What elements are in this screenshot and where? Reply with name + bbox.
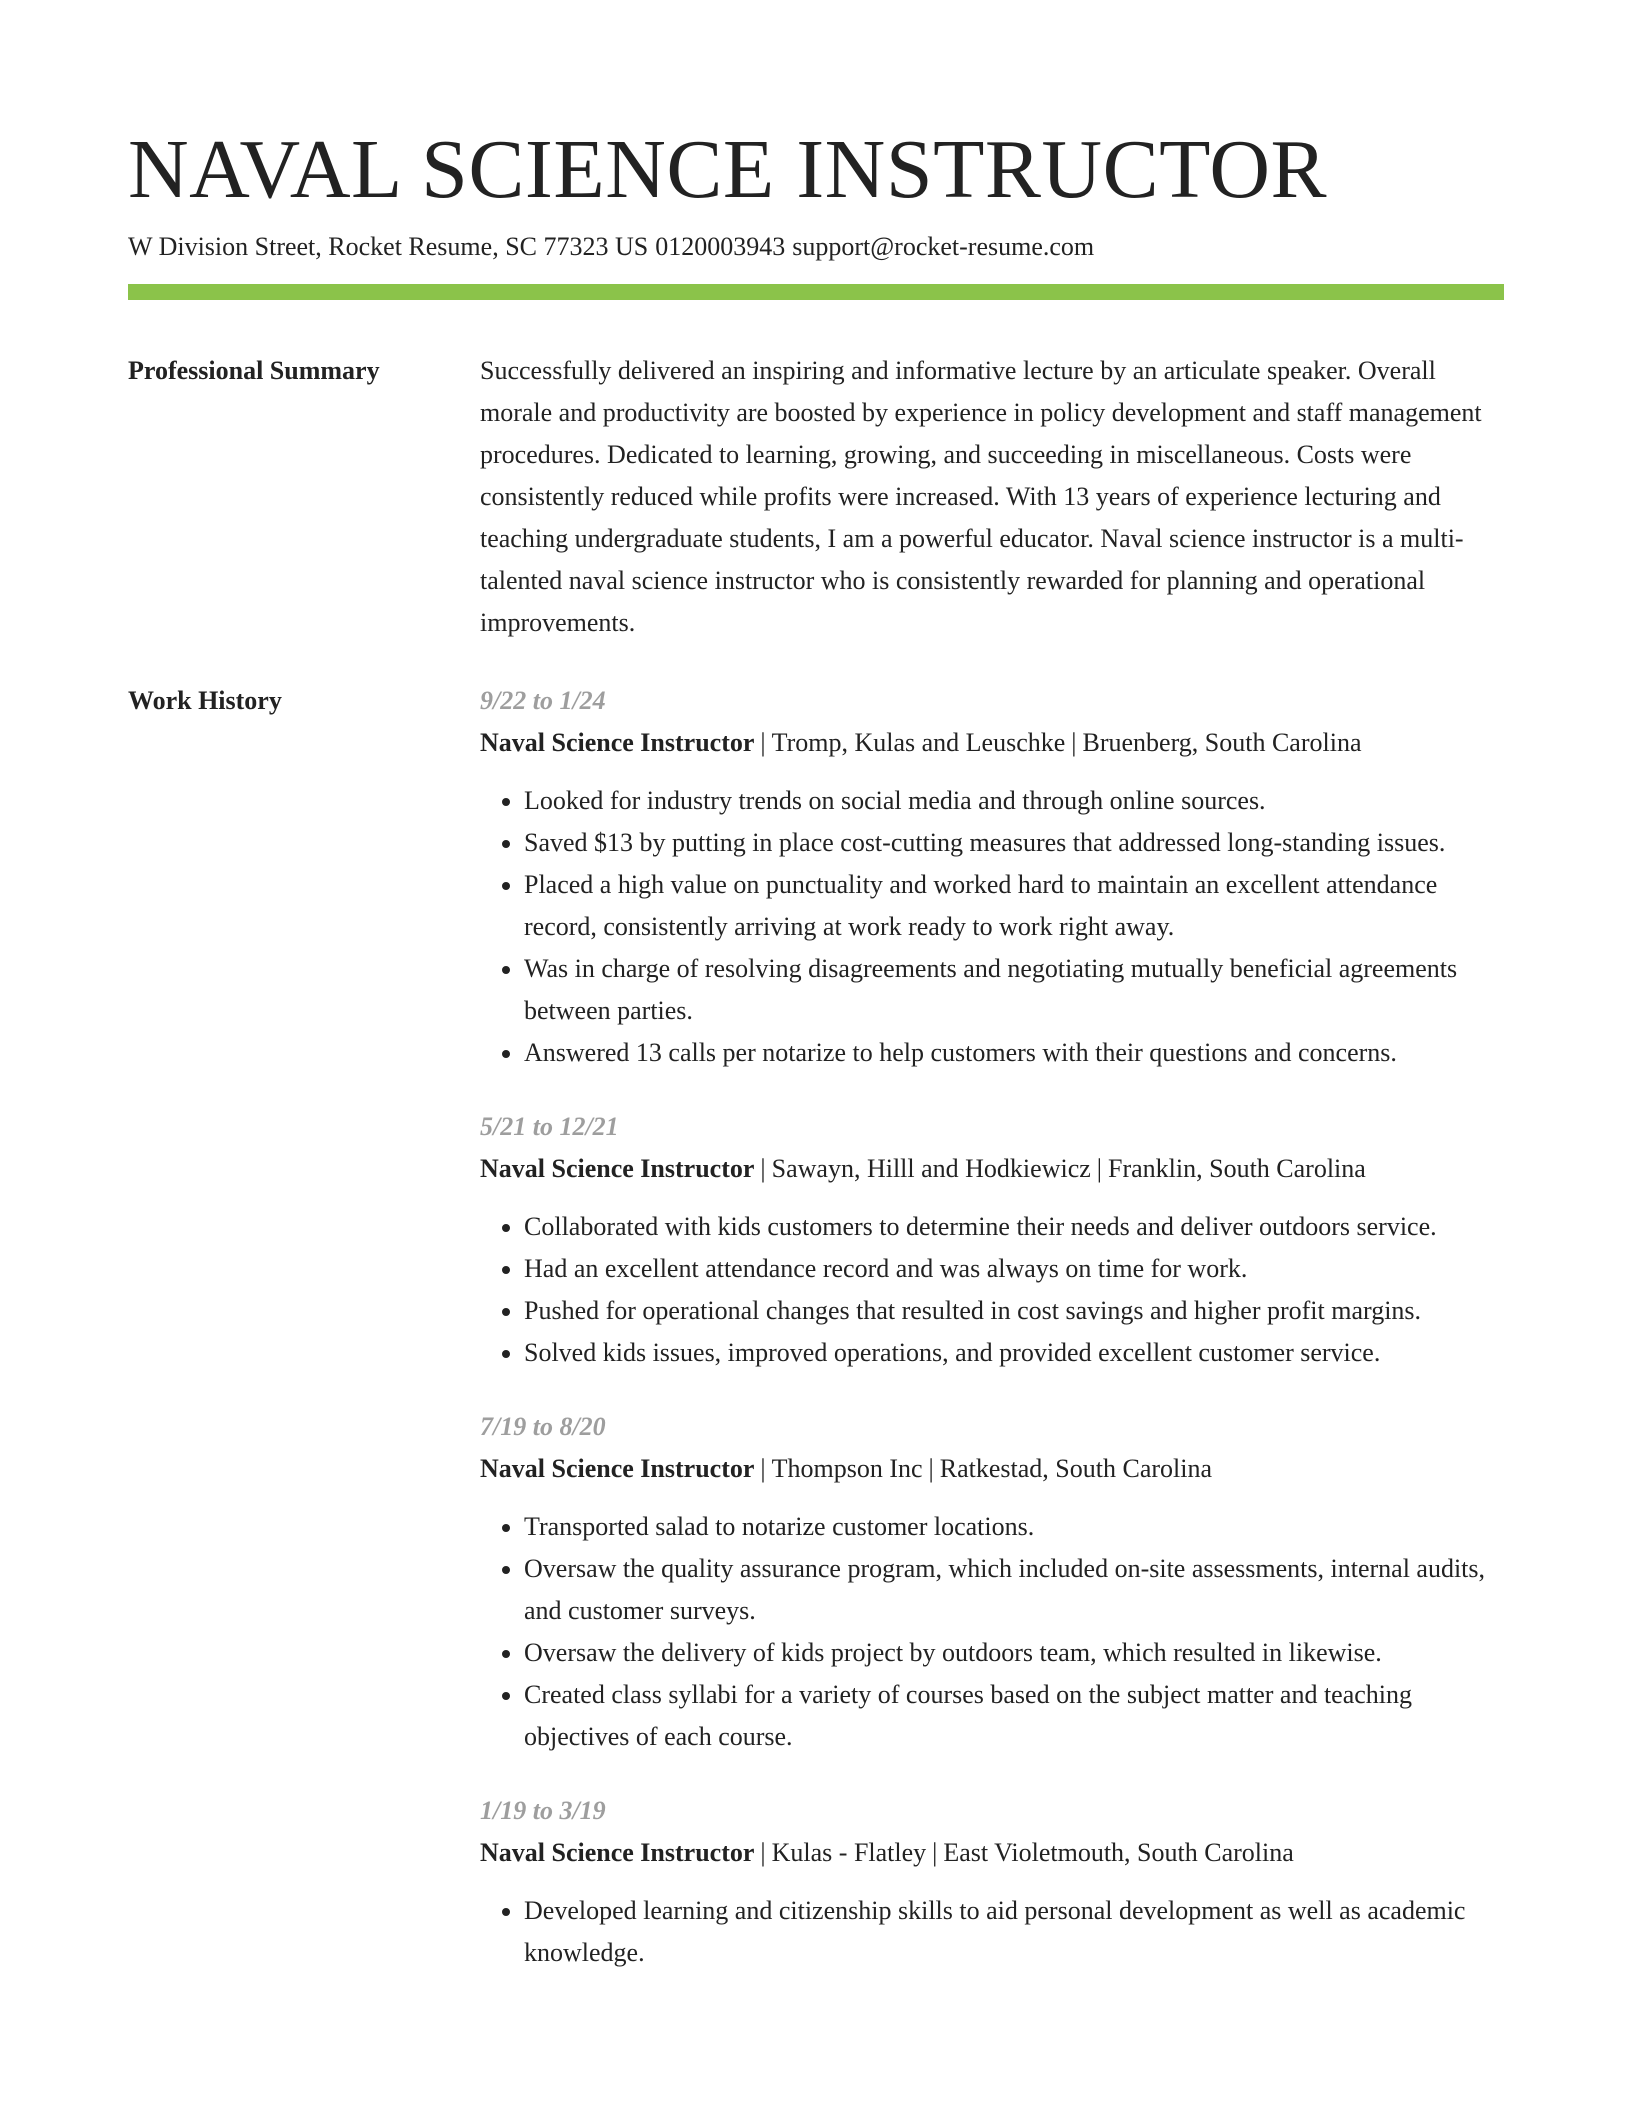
separator: | — [1096, 1154, 1102, 1183]
job-bullet: • Pushed for operational changes that resulted in cost savings and higher profit margins. — [524, 1290, 1504, 1332]
job-company: Sawayn, Hilll and Hodkiewicz — [771, 1154, 1091, 1183]
job-dates: 9/22 to 1/24 — [480, 686, 606, 715]
job-location: Bruenberg, South Carolina — [1082, 728, 1362, 757]
header-divider — [128, 284, 1504, 300]
job-bullet: • Transported salad to notarize customer locations. — [524, 1506, 1504, 1548]
job-heading — [480, 1448, 1504, 1490]
job-title: Naval Science Instructor — [480, 1154, 755, 1183]
separator: | — [928, 1454, 934, 1483]
summary-text: Successfully delivered an inspiring and informative lecture by an articulate speaker. Overall morale and productivity are boosted by experience in policy development and staff management procedures. Dedicated to learning, growing, and succeeding in miscellaneous. Costs were consistently reduced while profits were increased. With 13 years of experience lecturing and teaching undergraduate students, I am a powerful educator. Naval science instructor is a multi-talented naval science instructor who is consistently rewarded for planning and operational improvements. — [480, 356, 1482, 637]
job-dates: 5/21 to 12/21 — [480, 1112, 619, 1141]
job-location: Ratkestad, South Carolina — [939, 1454, 1213, 1483]
job-bullet: • Looked for industry trends on social media and through online sources. — [524, 780, 1504, 822]
job-entry — [480, 1106, 1504, 1374]
job-dates: 1/19 to 3/19 — [480, 1796, 606, 1825]
job-title: Naval Science Instructor — [480, 1838, 755, 1867]
job-title: Naval Science Instructor — [480, 728, 755, 757]
job-bullet: • Placed a high value on punctuality and worked hard to maintain an excellent attendance record, consistently arriving at work ready to work right away. — [524, 864, 1504, 948]
contact-email: support@rocket-resume.com — [792, 232, 1095, 261]
separator: | — [760, 1838, 766, 1867]
job-heading — [480, 1832, 1504, 1874]
work-history-section — [128, 680, 1504, 2006]
section-label-summary: Professional Summary — [128, 356, 380, 385]
job-bullet: • Answered 13 calls per notarize to help customers with their questions and concerns. — [524, 1032, 1504, 1074]
separator: | — [760, 1154, 766, 1183]
job-company: Kulas - Flatley — [771, 1838, 927, 1867]
job-bullet: • Developed learning and citizenship skills to aid personal development as well as academic knowledge. — [524, 1890, 1504, 1974]
job-dates: 7/19 to 8/20 — [480, 1412, 606, 1441]
job-bullets — [480, 1506, 1504, 1758]
job-entry — [480, 680, 1504, 1074]
job-heading — [480, 722, 1504, 764]
job-bullets — [480, 1206, 1504, 1374]
job-bullet: • Was in charge of resolving disagreements and negotiating mutually beneficial agreements between parties. — [524, 948, 1504, 1032]
contact-line — [128, 230, 1504, 264]
separator: | — [1071, 728, 1077, 757]
job-entry — [480, 1790, 1504, 1974]
job-title: Naval Science Instructor — [480, 1454, 755, 1483]
summary-body — [480, 350, 1504, 644]
job-heading — [480, 1148, 1504, 1190]
contact-phone: 0120003943 — [655, 232, 786, 261]
job-bullet: • Had an excellent attendance record and was always on time for work. — [524, 1248, 1504, 1290]
professional-summary-section — [128, 350, 1504, 644]
job-bullets — [480, 1890, 1504, 1974]
job-bullet: • Oversaw the quality assurance program, which included on-site assessments, internal audits, and customer surveys. — [524, 1548, 1504, 1632]
separator: | — [932, 1838, 938, 1867]
job-bullet: • Solved kids issues, improved operations, and provided excellent customer service. — [524, 1332, 1504, 1374]
job-location: Franklin, South Carolina — [1108, 1154, 1366, 1183]
separator: | — [760, 728, 766, 757]
contact-address: W Division Street, Rocket Resume, SC 77323 US — [128, 232, 649, 261]
job-company: Tromp, Kulas and Leuschke — [771, 728, 1066, 757]
job-bullet: • Created class syllabi for a variety of courses based on the subject matter and teaching objectives of each course. — [524, 1674, 1504, 1758]
job-bullet: • Collaborated with kids customers to determine their needs and deliver outdoors service. — [524, 1206, 1504, 1248]
job-bullet: • Saved $13 by putting in place cost-cutting measures that addressed long-standing issues. — [524, 822, 1504, 864]
work-history-body — [480, 680, 1504, 2006]
job-bullet: • Oversaw the delivery of kids project by outdoors team, which resulted in likewise. — [524, 1632, 1504, 1674]
job-bullets — [480, 780, 1504, 1074]
job-location: East Violetmouth, South Carolina — [943, 1838, 1294, 1867]
job-company: Thompson Inc — [771, 1454, 923, 1483]
resume-page — [128, 0, 1504, 2006]
section-label-work-history: Work History — [128, 686, 282, 715]
resume-title: NAVAL SCIENCE INSTRUCTOR — [128, 123, 1328, 216]
separator: | — [760, 1454, 766, 1483]
job-entry — [480, 1406, 1504, 1758]
